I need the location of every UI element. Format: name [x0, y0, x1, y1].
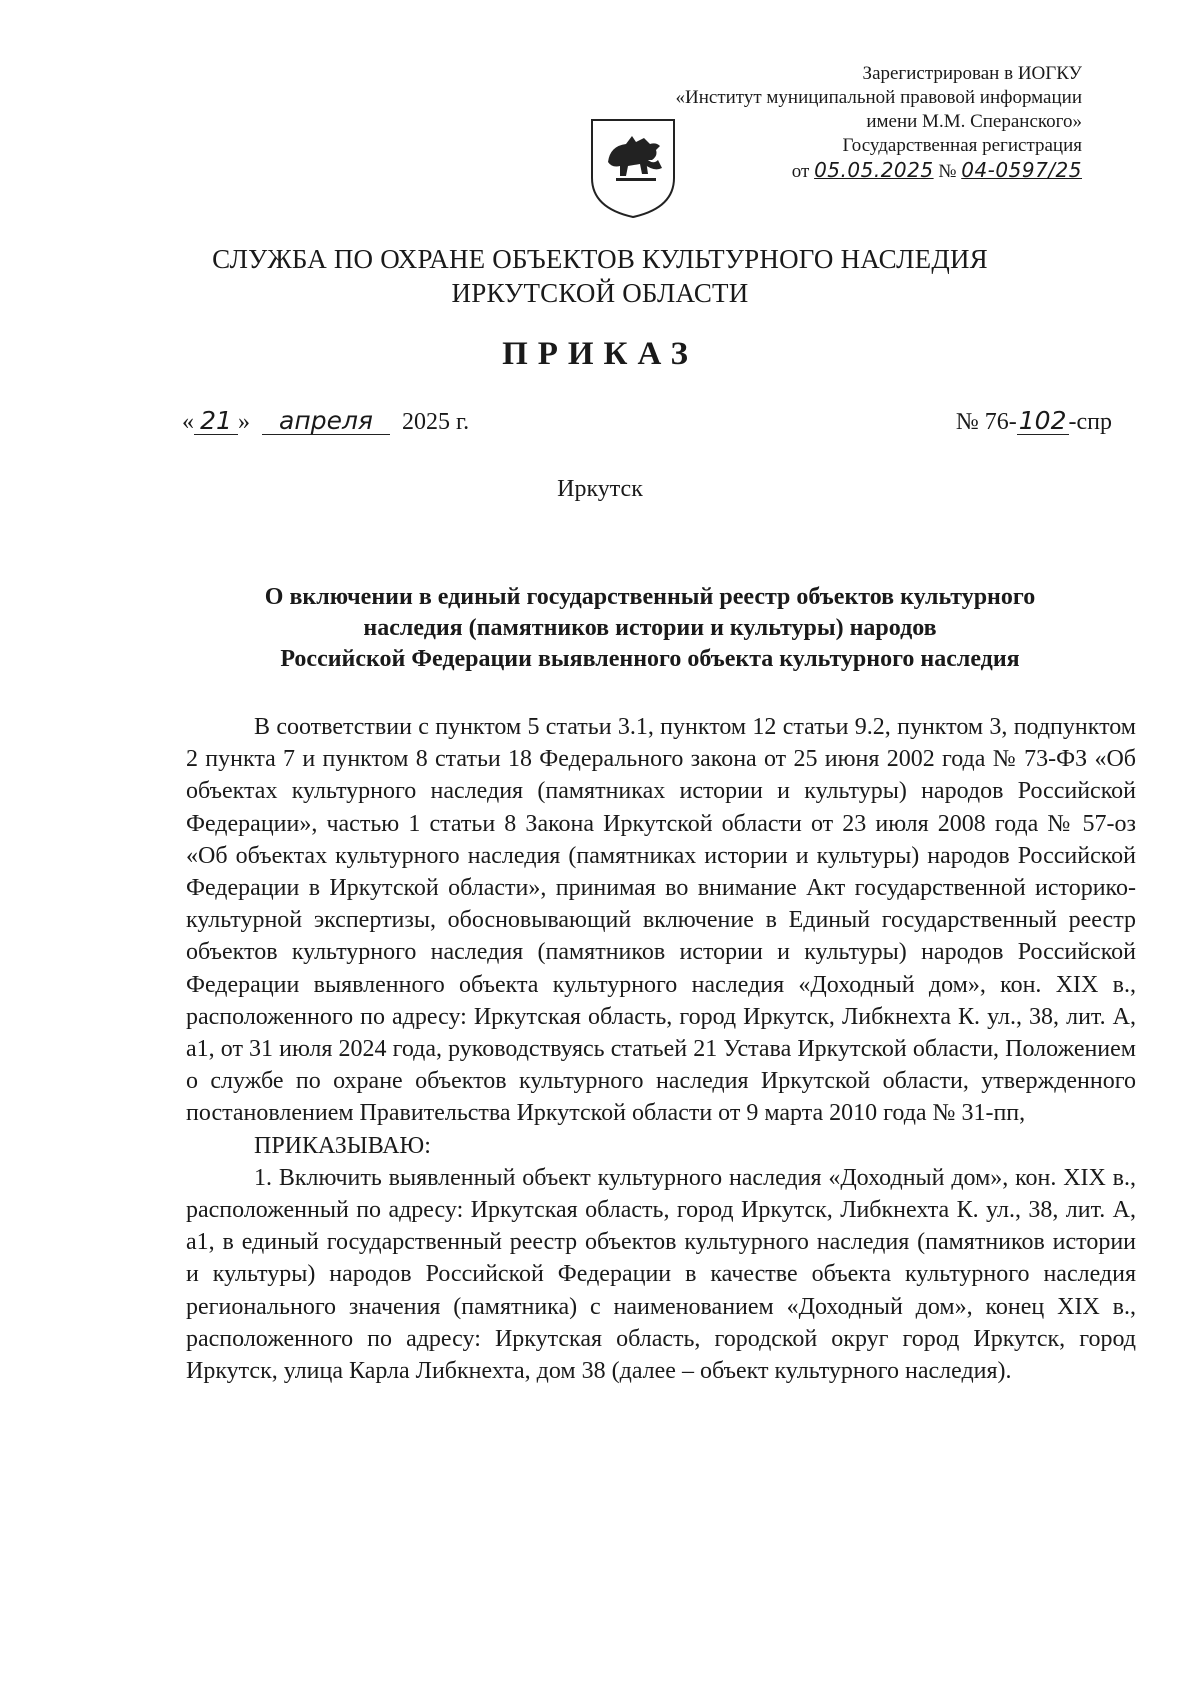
subject-line-3: Российской Федерации выявленного объекта культурного наследия	[280, 646, 1020, 672]
order-subject	[180, 582, 1120, 675]
order-number-suffix: -спр	[1068, 409, 1112, 435]
agency-name-line-2: ИРКУТСКОЙ ОБЛАСТИ	[451, 278, 749, 308]
order-dateline	[182, 408, 1112, 448]
registration-date-prefix: от	[791, 161, 810, 182]
order-date	[182, 408, 469, 436]
preamble-paragraph: В соответствии с пунктом 5 статьи 3.1, пунктом 12 статьи 9.2, пунктом 3, подпунктом 2 пункта 7 и пунктом 8 статьи 18 Федерального закона от 25 июня 2002 года № 73-ФЗ «Об объектах культурного наследия (памятниках истории и культуры) народов Российской Федерации», частью 1 статьи 8 Закона Иркутской области от 23 июля 2008 года № 57-оз «Об объектах культурного наследия (памятниках истории и культуры) народов Российской Федерации в Иркутской области», принимая во внимание Акт государственной историко-культурной экспертизы, обосновывающий включение в Единый государственный реестр объектов культурного наследия (памятников истории и культуры) народов Российской Федерации выявленного объекта культурного наследия «Доходный дом», кон. XIX в., расположенного по адресу: Иркутская область, город Иркутск, Либкнехта К. ул., 38, лит. А, а1, от 31 июля 2024 года, руководствуясь статьей 21 Устава Иркутской области, Положением о службе по охране объектов культурного наследия Иркутской области, утвержденного постановлением Правительства Иркутской области от 9 марта 2010 года № 31-пп,	[186, 714, 1136, 1127]
order-word: ПРИКАЗЫВАЮ:	[254, 1132, 431, 1159]
irkutsk-coat-of-arms-icon	[586, 116, 680, 220]
registration-number-prefix: №	[938, 161, 957, 182]
registration-line-2: «Институт муниципальной правовой информации	[675, 87, 1082, 108]
order-number-handwritten: 102	[1018, 406, 1067, 435]
agency-name-line-1: СЛУЖБА ПО ОХРАНЕ ОБЪЕКТОВ КУЛЬТУРНОГО НАСЛЕДИЯ	[212, 244, 988, 274]
subject-line-1: О включении в единый государственный реестр объектов культурного	[264, 584, 1036, 610]
city: Иркутск	[557, 476, 643, 502]
registration-number: 04-0597/25	[961, 158, 1082, 182]
order-number-prefix: № 76-	[955, 409, 1017, 435]
registration-line-1: Зарегистрирован в ИОГКУ	[862, 63, 1082, 84]
date-year: 2025 г.	[402, 409, 470, 435]
date-open-quote: «	[182, 409, 194, 435]
order-item-1: 1. Включить выявленный объект культурного наследия «Доходный дом», кон. XIX в., расположенный по адресу: Иркутская область, город Иркутск, Либкнехта К. ул., 38, лит. А, а1, в единый государственный реестр объектов культурного наследия (памятников истории и культуры) народов Российской Федерации в качестве объекта культурного наследия регионального значения (памятника) с наименованием «Доходный дом», конец XIX в., расположенного по адресу: Иркутская область, городской округ город Иркутск, город Иркутск, улица Карла Либкнехта, дом 38 (далее – объект культурного наследия).	[186, 1164, 1136, 1385]
document-type-title: ПРИКАЗ	[502, 336, 698, 372]
date-month: апреля	[262, 408, 390, 435]
registration-line-3: имени М.М. Сперанского»	[866, 111, 1082, 132]
agency-name	[0, 242, 1200, 310]
date-day: 21	[194, 408, 238, 435]
subject-line-2: наследия (памятников истории и культуры) народов	[363, 615, 937, 641]
date-close-quote: »	[238, 409, 250, 435]
registration-line-4: Государственная регистрация	[842, 135, 1082, 156]
registration-date: 05.05.2025	[814, 158, 934, 182]
order-number	[956, 408, 1112, 436]
order-body	[186, 711, 1136, 1387]
